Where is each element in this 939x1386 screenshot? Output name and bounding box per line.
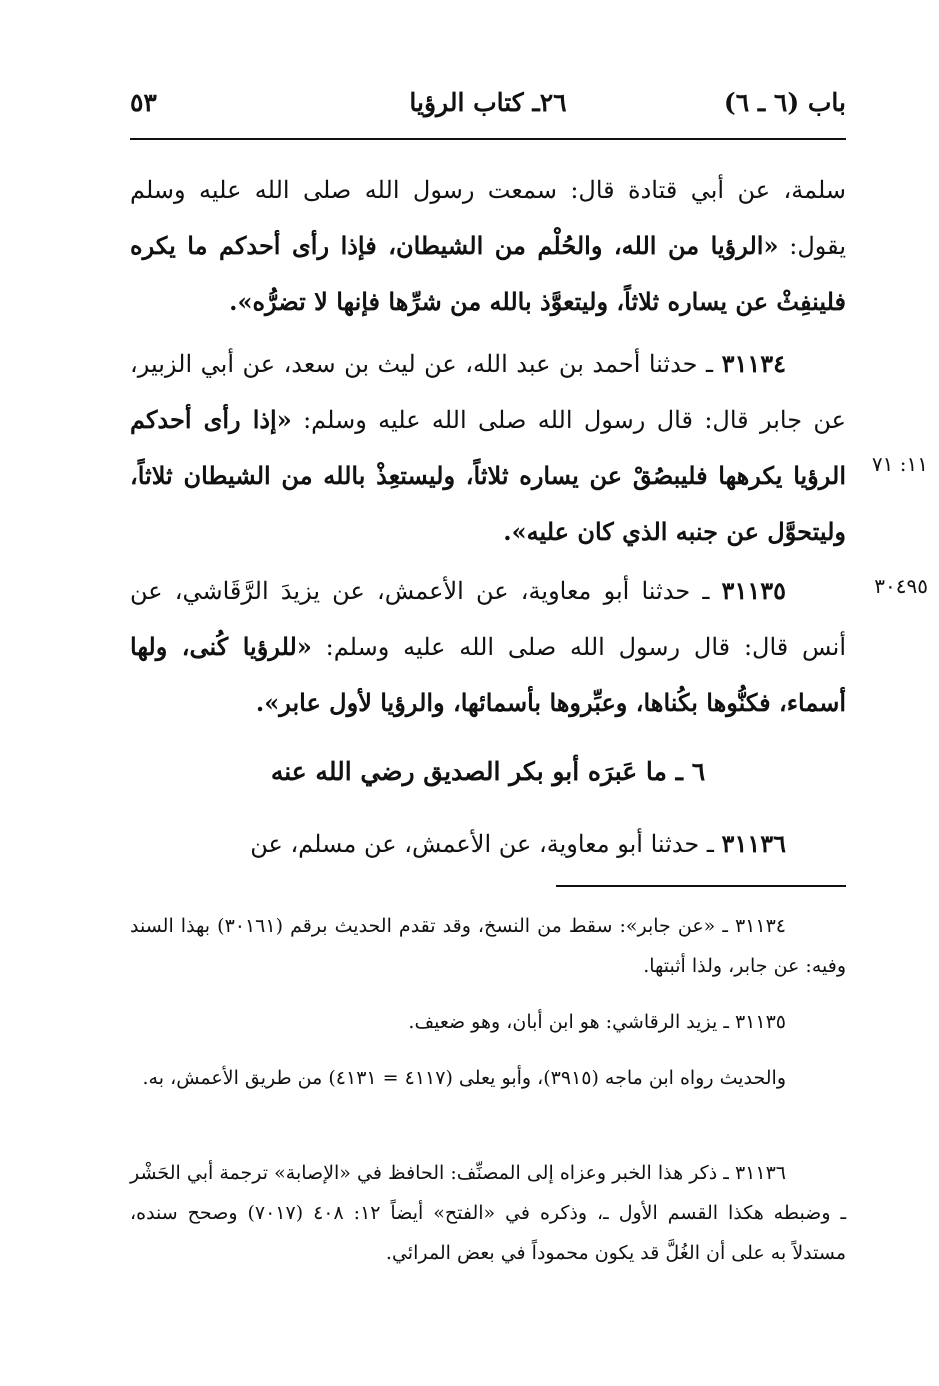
running-header	[130, 88, 846, 128]
hadith-chain-text: ـ حدثنا أبو معاوية، عن الأعمش، عن يزيدَ الرَّقَاشي، عن أنس قال: قال رسول الله صلى الله عليه وسلم:	[130, 577, 846, 661]
footnote: ٣١١٣٦ ـ ذكر هذا الخبر وعزاه إلى المصنِّف: الحافظ في «الإصابة» ترجمة أبي الحَشْر ـ وضبطه هكذا القسم الأول ـ، وذكره في «الفتح» أيضاً ١٢: ٤٠٨ (٧٠١٧) وصحح سنده، مستدلاً به على أن الغُلَّ قد يكون محموداً في بعض المرائي.	[130, 1162, 847, 1264]
book-title: ٢٦ـ كتاب الرؤيا	[409, 88, 567, 117]
footnote-divider	[556, 885, 846, 887]
footnote: ٣١١٣٥ ـ يزيد الرقاشي: هو ابن أبان، وهو ضعيف.	[408, 1011, 786, 1033]
margin-reference: ٣٠٤٩٥	[874, 574, 928, 598]
hadith-matn: «للرؤيا كُنى، ولها أسماء، فكنُّوها بكُناها، وعبِّروها بأسمائها، والرؤيا لأول عابر».	[130, 632, 846, 717]
hadith-number: ٣١١٣٥	[721, 576, 786, 605]
hadith-31135	[130, 563, 846, 731]
chapter-heading: باب (٦ ـ ٦)	[723, 88, 846, 117]
hadith-matn: «إذا رأى أحدكم الرؤيا يكرهها فليبصُقْ عن يساره ثلاثاً، وليستعِذْ بالله من الشيطان ثلاثاً، وليتحوَّل عن جنبه الذي كان عليه».	[130, 405, 846, 546]
footnote: ٣١١٣٤ ـ «عن جابر»: سقط من النسخ، وقد تقدم الحديث برقم (٣٠١٦١) بهذا السند وفيه: عن جابر، ولذا أثبتها.	[130, 915, 846, 977]
hadith-number: ٣١١٣٤	[721, 349, 787, 378]
page-number: ٥٣	[130, 88, 157, 117]
hadith-matn: «الرؤيا من الله، والحُلْم من الشيطان، فإذا رأى أحدكم ما يكره فلينفِثْ عن يساره ثلاثاً، وليتعوَّذ بالله من شرِّها فإنها لا تضرُّه».	[130, 231, 846, 316]
section-heading: ٦ ـ ما عَبرَه أبو بكر الصديق رضي الله عنه	[270, 757, 706, 786]
hadith-continuation	[130, 163, 846, 330]
hadith-31134	[130, 336, 846, 560]
hadith-chain-text: سلمة، عن أبي قتادة قال: سمعت رسول الله صلى الله عليه وسلم يقول:	[130, 176, 846, 260]
header-divider	[130, 138, 846, 140]
hadith-chain-text: ـ حدثنا أبو معاوية، عن الأعمش، عن مسلم، عن	[250, 830, 722, 858]
hadith-number: ٣١١٣٦	[721, 829, 786, 858]
hadith-chain-text: ـ حدثنا أحمد بن عبد الله، عن ليث بن سعد، عن أبي الزبير، عن جابر قال: قال رسول الله صلى الله عليه وسلم:	[130, 350, 846, 434]
hadith-31136	[130, 816, 846, 872]
footnote: والحديث رواه ابن ماجه (٣٩١٥)، وأبو يعلى (٤١١٧ = ٤١٣١) من طريق الأعمش، به.	[142, 1067, 786, 1089]
margin-reference: ١١: ٧١	[871, 452, 928, 476]
